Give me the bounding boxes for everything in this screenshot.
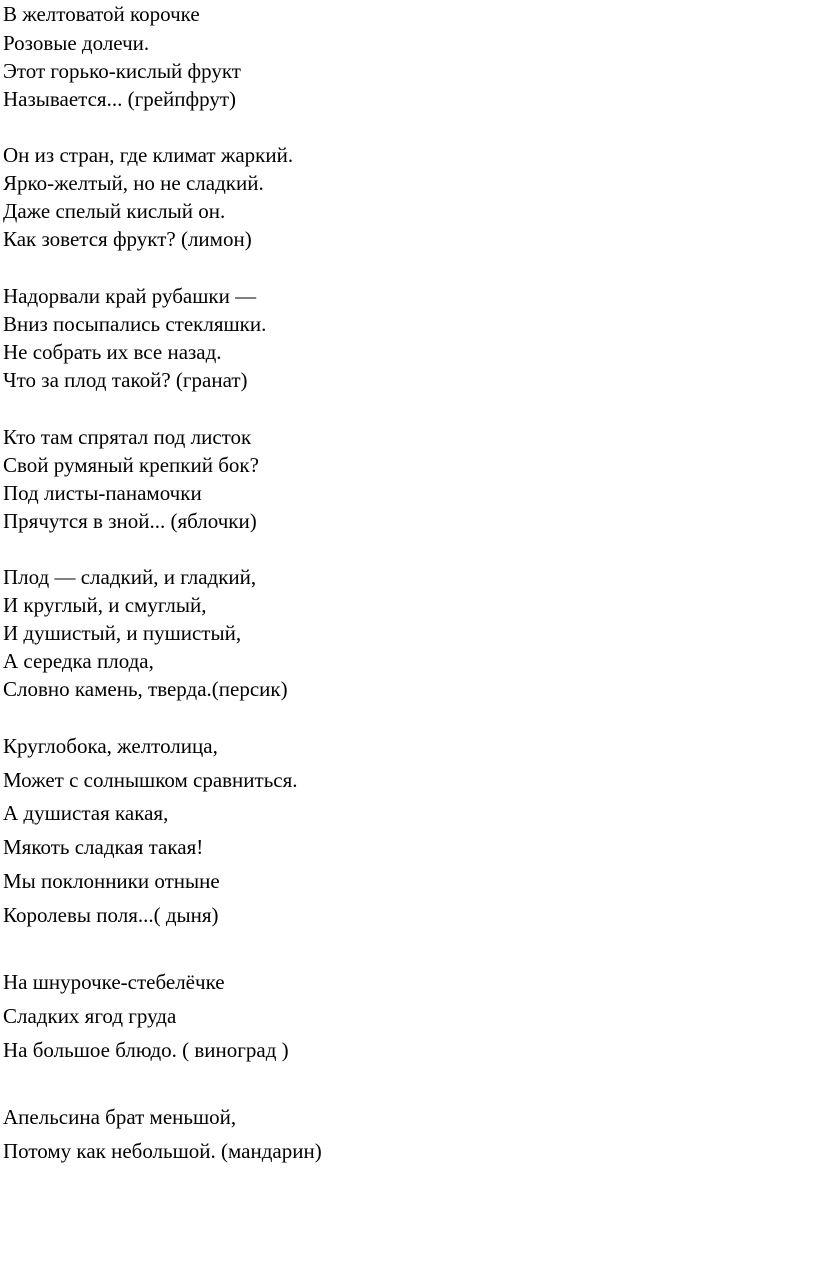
riddle-2-line-2: Ярко-желтый, но не сладкий. [3, 171, 264, 195]
riddle-3-line-1: Надорвали край рубашки — [3, 284, 257, 308]
riddle-2-line-4: Как зовется фрукт? (лимон) [3, 227, 252, 251]
riddle-4-line-4: Прячутся в зной... (яблочки) [3, 509, 257, 533]
riddle-1-line-1: В желтоватой корочке [3, 2, 200, 26]
riddle-1-line-3: Этот горько-кислый фрукт [3, 59, 241, 83]
riddle-7-line-1: На шнурочке-стебелёчке [3, 970, 225, 994]
riddle-2-line-3: Даже спелый кислый он. [3, 199, 226, 223]
riddle-5-line-4: А середка плода, [3, 649, 154, 673]
riddle-5-line-1: Плод — сладкий, и гладкий, [3, 565, 257, 589]
riddle-6-line-3: А душистая какая, [3, 801, 169, 825]
riddle-6-line-5: Мы поклонники отныне [3, 869, 220, 893]
riddle-4-line-2: Свой румяный крепкий бок? [3, 453, 259, 477]
riddle-3-line-4: Что за плод такой? (гранат) [3, 368, 248, 392]
riddle-5-line-3: И душистый, и пушистый, [3, 621, 242, 645]
riddle-7-line-3: На большое блюдо. ( виноград ) [3, 1038, 289, 1062]
riddle-6-line-2: Может с солнышком сравниться. [3, 768, 298, 792]
riddle-1-line-4: Называется... (грейпфрут) [3, 87, 236, 111]
riddle-6-line-6: Королевы поля...( дыня) [3, 903, 219, 927]
riddle-7-line-2: Сладких ягод груда [3, 1004, 177, 1028]
riddle-8-line-2: Потому как небольшой. (мандарин) [3, 1139, 322, 1163]
riddle-2-line-1: Он из стран, где климат жаркий. [3, 143, 294, 167]
riddle-3-line-3: Не собрать их все назад. [3, 340, 222, 364]
riddle-5-line-2: И круглый, и смуглый, [3, 593, 207, 617]
riddle-6-line-4: Мякоть сладкая такая! [3, 835, 204, 859]
riddle-4-line-1: Кто там спрятал под листок [3, 425, 252, 449]
riddle-8-line-1: Апельсина брат меньшой, [3, 1105, 237, 1129]
riddle-6-line-1: Круглобока, желтолица, [3, 734, 218, 758]
riddle-1-line-2: Розовые долечи. [3, 31, 150, 55]
riddle-5-line-5: Словно камень, тверда.(персик) [3, 677, 288, 701]
riddle-3-line-2: Вниз посыпались стекляшки. [3, 312, 267, 336]
riddle-4-line-3: Под листы-панамочки [3, 481, 202, 505]
